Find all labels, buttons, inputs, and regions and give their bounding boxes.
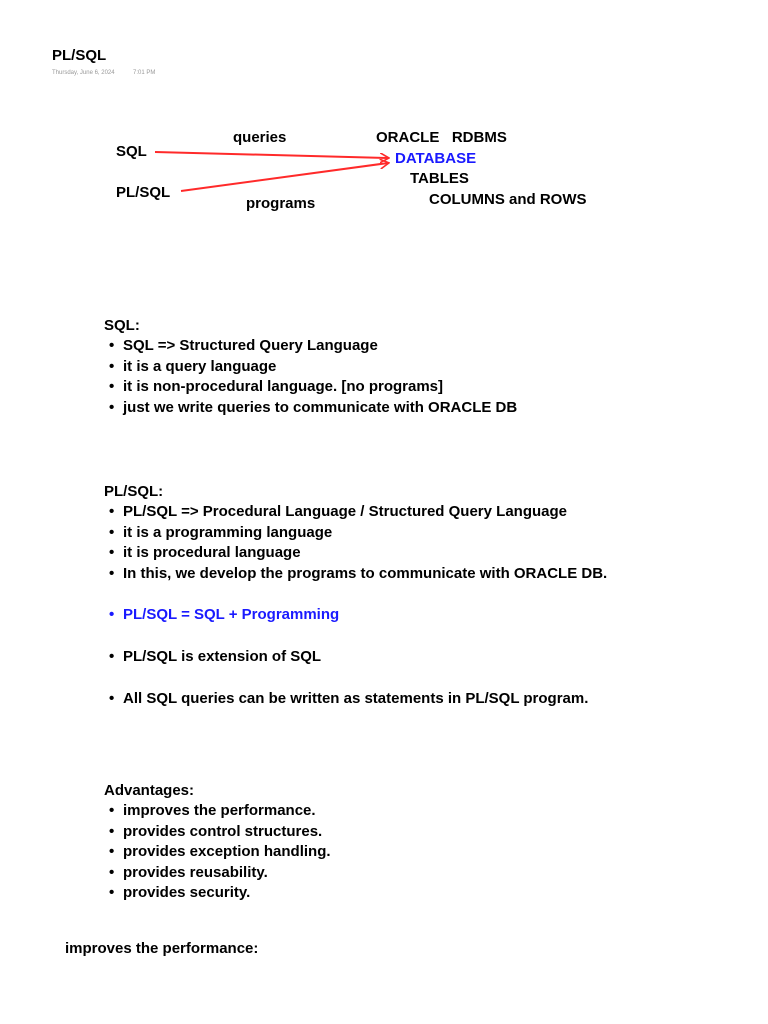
list-item: • PL/SQL => Procedural Language / Structured Query Language (104, 502, 664, 523)
list-item: • provides security. (104, 883, 331, 904)
list-item: • just we write queries to communicate with ORACLE DB (104, 398, 517, 419)
sql-bullets (104, 336, 517, 418)
list-item: • provides exception handling. (104, 842, 331, 863)
page-title: PL/SQL (52, 47, 107, 64)
plsql-section (104, 481, 664, 709)
sql-heading: SQL: (104, 317, 140, 334)
final-heading: improves the performance: (65, 940, 259, 957)
list-item: • provides control structures. (104, 822, 331, 843)
label-plsql: PL/SQL (116, 184, 171, 201)
advantages-section (104, 780, 331, 904)
page-time: 7:01 PM (133, 70, 156, 76)
list-item: • provides reusability. (104, 863, 331, 884)
page-date: Thursday, June 6, 2024 (52, 70, 115, 76)
label-sql: SQL (116, 143, 147, 160)
label-tables: TABLES (410, 170, 469, 187)
list-item: • All SQL queries can be written as statements in PL/SQL program. (104, 689, 664, 710)
list-item: • it is a query language (104, 357, 517, 378)
list-item: • In this, we develop the programs to communicate with ORACLE DB. (104, 564, 643, 585)
list-item: • it is a programming language (104, 523, 664, 544)
label-queries: queries (233, 129, 287, 146)
list-item: • PL/SQL is extension of SQL (104, 647, 664, 668)
list-item: • SQL => Structured Query Language (104, 336, 517, 357)
advantages-bullets (104, 801, 331, 904)
label-oracle-rdbms: ORACLE RDBMS (376, 129, 507, 146)
plsql-bullets (104, 502, 664, 709)
list-item: • it is non-procedural language. [no programs] (104, 377, 517, 398)
list-item: • improves the performance. (104, 801, 331, 822)
label-columns-rows: COLUMNS and ROWS (429, 191, 587, 208)
diagram-arrows (0, 0, 768, 240)
plsql-heading: PL/SQL: (104, 483, 164, 500)
list-item-highlight: • PL/SQL = SQL + Programming (104, 605, 664, 626)
label-database: DATABASE (395, 150, 477, 167)
list-item: • it is procedural language (104, 543, 664, 564)
advantages-heading: Advantages: (104, 782, 195, 799)
sql-section (104, 315, 517, 418)
label-programs: programs (246, 195, 316, 212)
arrow-sql-to-database (155, 152, 388, 158)
arrow-plsql-to-database (181, 163, 388, 191)
